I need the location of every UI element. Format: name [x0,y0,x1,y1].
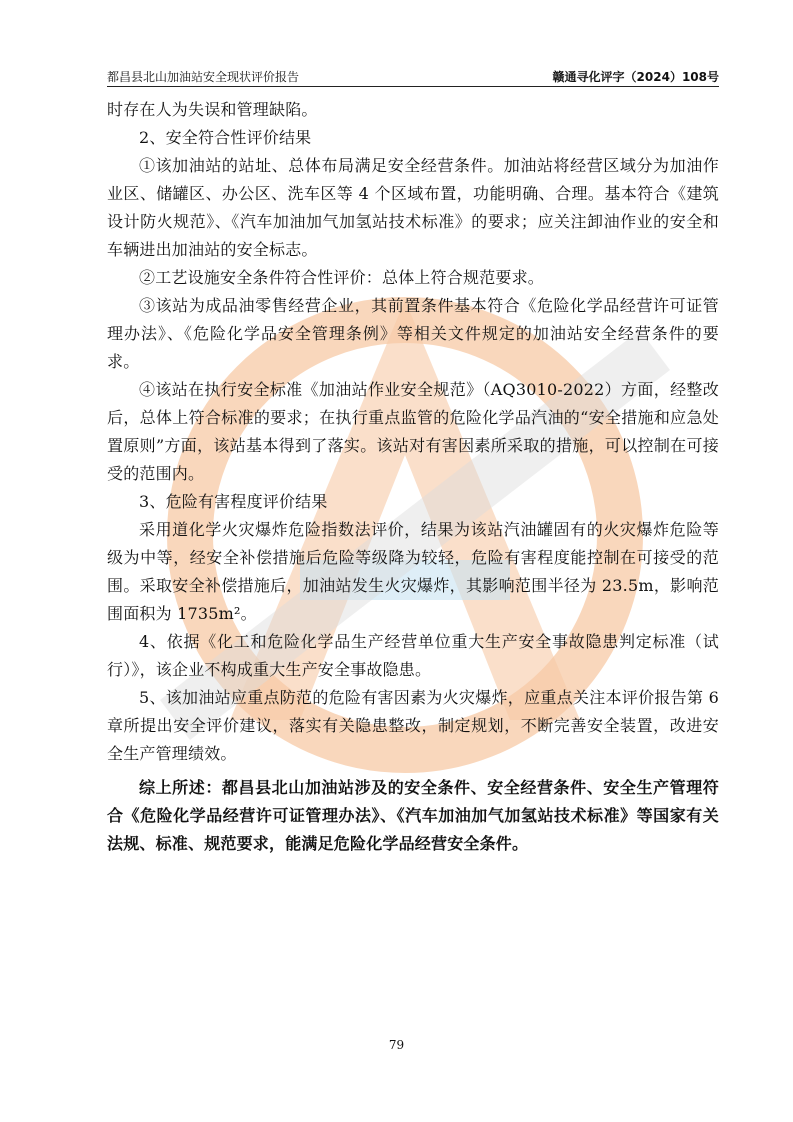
paragraph: ②工艺设施安全条件符合性评价：总体上符合规范要求。 [139,268,545,287]
paragraph: 时存在人为失误和管理缺陷。 [107,100,318,119]
paragraph: 2、安全符合性评价结果 [139,128,312,147]
header-report-title: 都昌县北山加油站安全现状评价报告 [107,70,300,84]
paragraph: ①该加油站的站址、总体布局满足安全经营条件。加油站将经营区域分为加油作业区、储罐区、办公区、洗车区等 4 个区域布置，功能明确、合理。基本符合《建筑设计防火规范》、《汽车加油加气加氢站技术标准》的要求；应关注卸油作业的安全和车辆进出加油站的安全标志。 [107,156,719,259]
paragraph: 4、依据《化工和危险化学品生产经营单位重大生产安全事故隐患判定标准（试行）》，该企业不构成重大生产安全事故隐患。 [107,632,719,679]
paragraph: 5、该加油站应重点防范的危险有害因素为火灾爆炸，应重点关注本评价报告第 6 章所提出安全评价建议，落实有关隐患整改，制定规划，不断完善安全装置，改进安全生产管理绩效。 [107,688,719,763]
page-number: 79 [388,1038,405,1052]
paragraph: 3、危险有害程度评价结果 [139,492,328,511]
conclusion-paragraph: 综上所述：都昌县北山加油站涉及的安全条件、安全经营条件、安全生产管理符合《危险化学品经营许可证管理办法》、《汽车加油加气加氢站技术标准》等国家有关法规、标准、规范要求，能满足危险化学品经营安全条件。 [107,778,719,853]
paragraph: ③该站为成品油零售经营企业，其前置条件基本符合《危险化学品经营许可证管理办法》、《危险化学品安全管理条例》等相关文件规定的加油站安全经营条件的要求。 [107,296,719,371]
body-text [107,96,719,858]
page-header [107,66,719,87]
paragraph: ④该站在执行安全标准《加油站作业安全规范》（AQ3010-2022）方面，经整改后，总体上符合标准的要求；在执行重点监管的危险化学品汽油的“安全措施和应急处置原则”方面，该站基本得到了落实。该站对有害因素所采取的措施，可以控制在可接受的范围内。 [107,380,719,483]
paragraph: 采用道化学火灾爆炸危险指数法评价，结果为该站汽油罐固有的火灾爆炸危险等级为中等，经安全补偿措施后危险等级降为较轻，危险有害程度能控制在可接受的范围。采取安全补偿措施后，加油站发生火灾爆炸，其影响范围半径为 23.5m，影响范围面积为 1735m²。 [107,520,719,623]
header-document-number: 赣通寻化评字（2024）108号 [552,70,719,84]
